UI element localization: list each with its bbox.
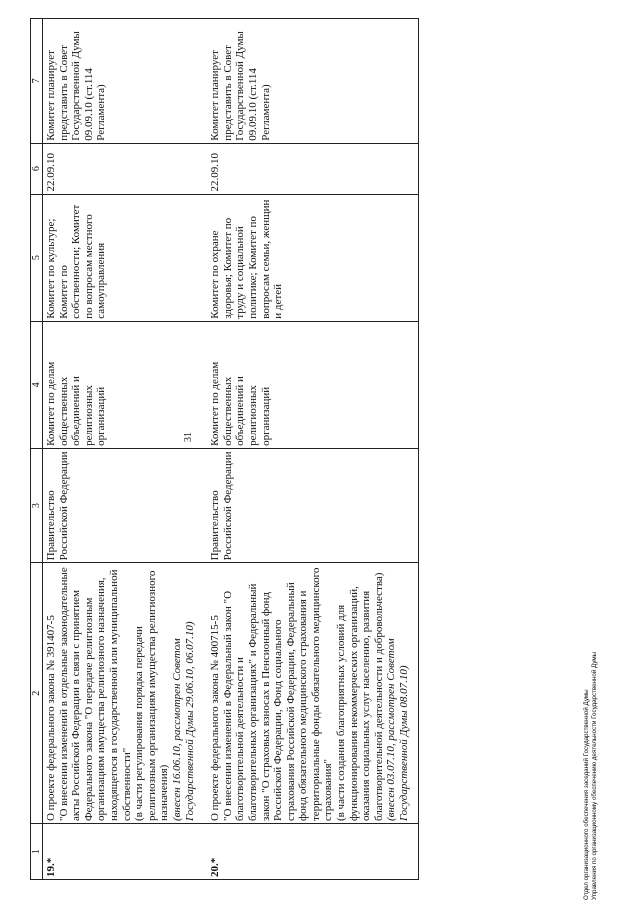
initiator: Правительство Российской Федерации: [197, 448, 412, 562]
date: 22.09.10: [43, 143, 198, 194]
bill-description: [197, 563, 412, 824]
table-row: [43, 19, 198, 880]
row-number: 20.*: [197, 824, 412, 880]
bill-table: [30, 18, 419, 880]
column-header: 2: [31, 563, 43, 824]
plan: Комитет планирует представить в Совет Государственной Думы 09.09.10 (ст.114 Регламента): [197, 19, 412, 144]
responsible-committee: Комитет по делам общественных объединений и религиозных организаций: [43, 321, 198, 448]
bill-title: О проекте федерального закона № 400715-5: [209, 615, 222, 822]
column-header: 1: [31, 824, 43, 880]
bill-name: "О внесении изменений в Федеральный закон "О благотворительной деятельности и благотворительных организациях" и Федеральный закон "О страховых взносах в Пенсионный фонд Российской Федерации, Фонд социального страхования Российской Федерации, Федеральный фонд обязательного медицинского страхования и территориальные фонды обязательного медицинского страхования": [221, 567, 335, 822]
date: 22.09.10: [197, 143, 412, 194]
page-number: 31: [183, 432, 194, 442]
column-header: 4: [31, 321, 43, 448]
bill-scope: (в части регулирования порядка передачи религиозным организациям имущества религиозного назначения): [133, 570, 171, 822]
footer: [583, 570, 599, 900]
column-header: 5: [31, 194, 43, 321]
plan: Комитет планирует представить в Совет Государственной Думы 09.09.10 (ст.114 Регламента): [43, 19, 198, 144]
bill-name: "О внесении изменений в отдельные законодательные акты Российской Федерации в связи с принятием Федерального закона "О передаче религиозным организациям имущества религиозного назначения, находящегося в государственной или муниципальной собственности": [57, 567, 133, 822]
footer-line: Управления по организационному обеспечению деятельности Государственной Думы: [591, 651, 598, 900]
co-committees: Комитет по культуре; Комитет по собственности; Комитет по вопросам местного самоуправления: [43, 194, 198, 321]
bill-table-container: [30, 18, 640, 880]
bill-description: [43, 563, 198, 824]
footer-line: Отдел организационного обеспечения заседаний Государственной Думы: [583, 689, 590, 900]
column-header: 6: [31, 143, 43, 194]
table-row: [197, 19, 412, 880]
bill-note: (внесен 16.06.10, рассмотрен Советом Государственной Думы 29.06.10, 06.07.10): [170, 621, 196, 822]
bill-title: О проекте федерального закона № 391407-5: [45, 615, 57, 822]
co-committees: Комитет по охране здоровья; Комитет по труду и социальной политике; Комитет по вопросам семьи, женщин и детей: [197, 194, 412, 321]
bill-note: (внесен 03.07.10, рассмотрен Советом Государственной Думы 08.07.10): [385, 638, 411, 822]
responsible-committee: Комитет по делам общественных объединений и религиозных организаций: [197, 321, 412, 448]
table-bottom-border: [412, 19, 419, 880]
column-header: 7: [31, 19, 43, 144]
bill-scope: (в части создания благоприятных условий для функционирования некоммерческих организаций, оказания социальных услуг населению, развития благотворительной деятельности и добровольчества): [335, 572, 385, 822]
table-header-row: [31, 19, 43, 880]
column-header: 3: [31, 448, 43, 562]
row-number: 19.*: [43, 824, 198, 880]
initiator: Правительство Российской Федерации: [43, 448, 198, 562]
